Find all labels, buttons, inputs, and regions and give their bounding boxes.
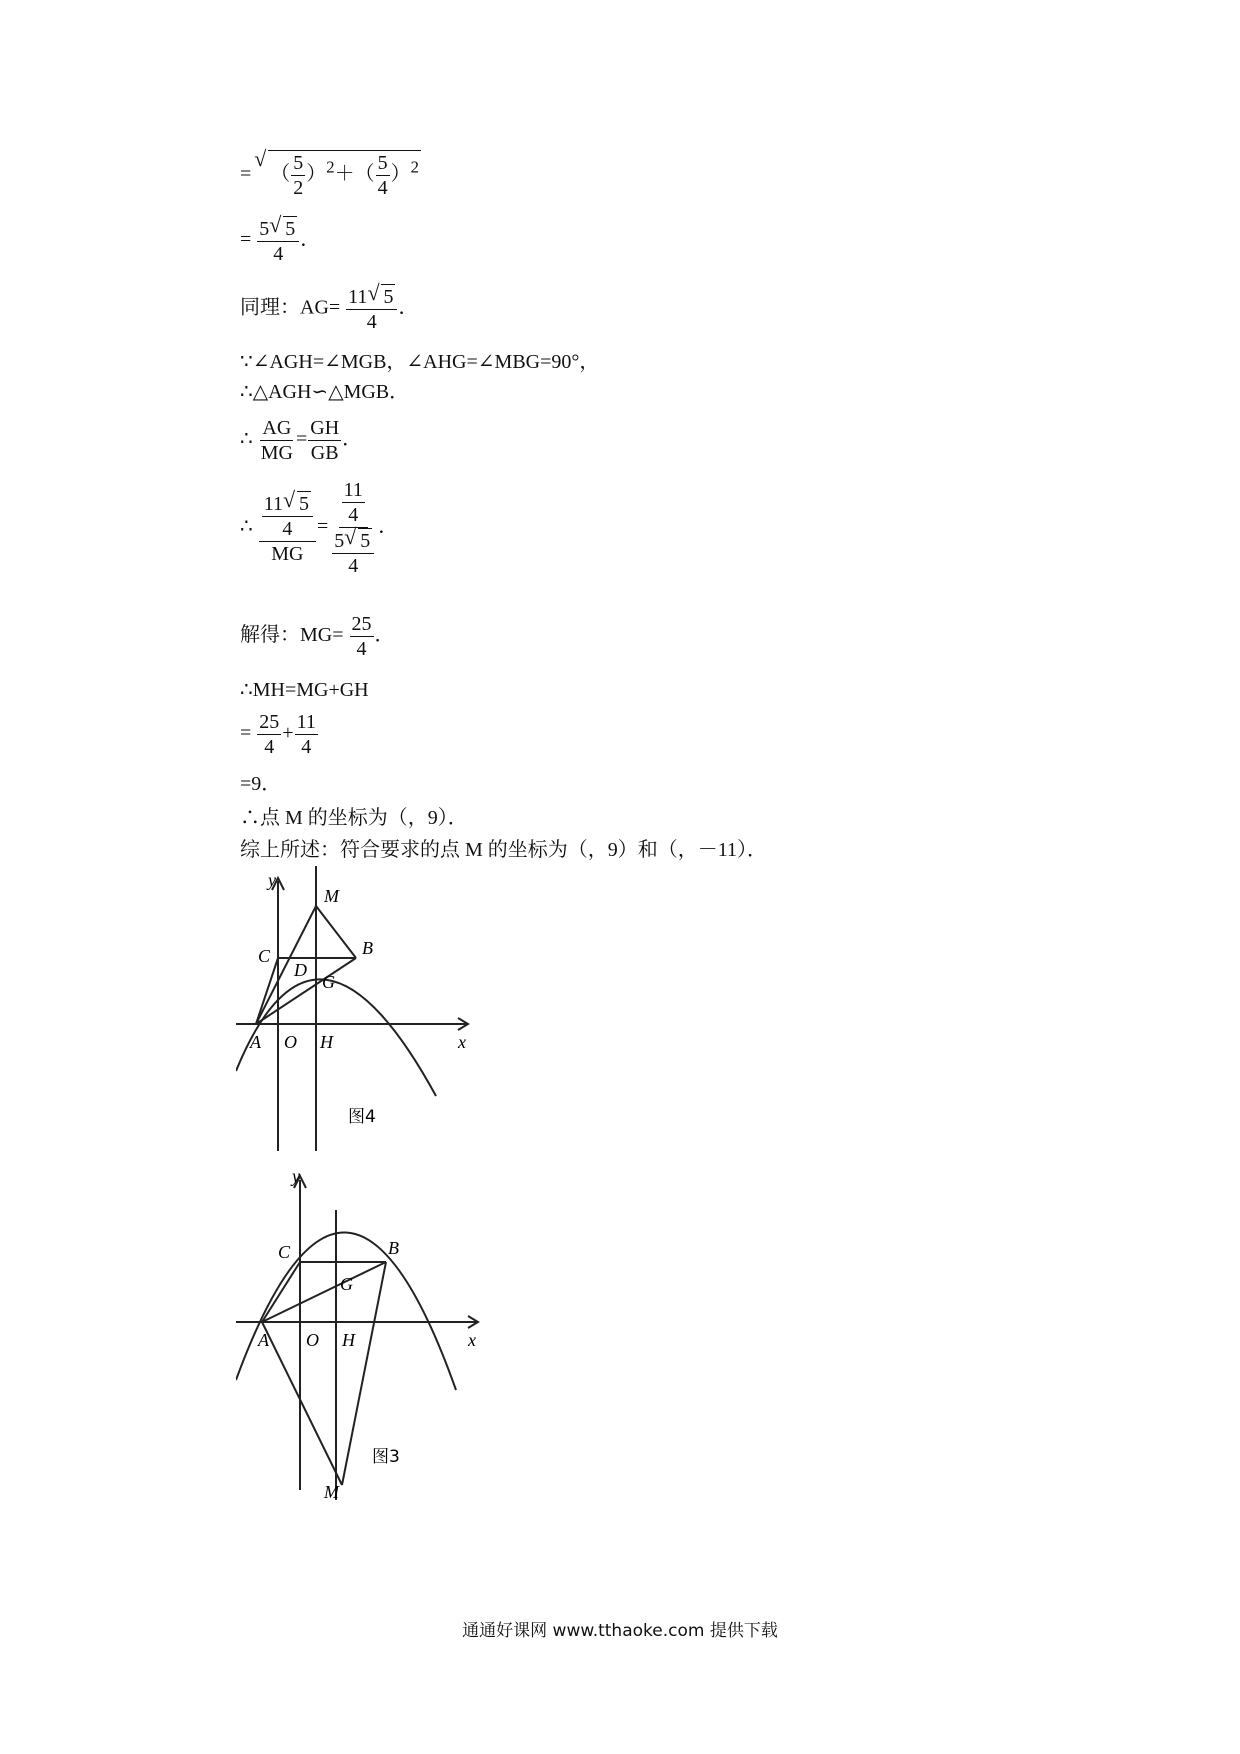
- eq-line-10: = $\frac{25}{4}$ + $\frac{11}{4}$: [240, 711, 316, 758]
- point-C-label: C: [258, 946, 271, 966]
- eq-line-2: = $\frac{5√ 5}{4}$ ．: [240, 216, 320, 266]
- point-A-label: A: [258, 1330, 269, 1350]
- eq-line-1: = √ （ $\frac{5}{2}$ ）$^2$＋（ $\frac{5}{4}$ ）$^2$: [240, 150, 421, 200]
- point-M-label: M: [324, 1482, 339, 1502]
- eq-line-6: ∴ $\frac{AG}{MG}$ = $\frac{GH}{GB}$ ．: [240, 417, 363, 464]
- point-G-label: G: [340, 1274, 353, 1294]
- point-B-label: B: [362, 938, 373, 958]
- axis-y-label: y: [292, 1166, 300, 1186]
- point-H-label: H: [342, 1330, 355, 1350]
- point-B-label: B: [388, 1238, 399, 1258]
- eq-line-13: 综上所述：符合要求的点 M 的坐标为（，9）和（，－11）．: [240, 839, 768, 861]
- point-D-label: D: [294, 960, 307, 980]
- point-C-label: C: [278, 1242, 291, 1262]
- axis-y-label: y: [268, 870, 276, 890]
- eq-line-11: =9．: [240, 773, 282, 795]
- eq-line-8: 解得：MG= $\frac{25}{4}$ ．: [240, 613, 395, 660]
- point-O-label: O: [306, 1330, 319, 1350]
- point-G-label: G: [322, 972, 335, 992]
- fraction: $\frac{5√ 5}{4}$: [257, 216, 299, 266]
- eq-line-7: ∴ $\frac{\frac{11√ 5}{4}}{MG}$ = $\frac{\frac{11}{4}}{\frac{5√ 5}{4}}$ ．: [240, 478, 398, 578]
- eq-line-12: ∴点 M 的坐标为（，9）．: [240, 807, 468, 829]
- figure-caption: 图3: [372, 1447, 400, 1467]
- eq-line-5: ∴△AGH∽△MGB．: [240, 381, 410, 403]
- sqrt-expression: √ （ $\frac{5}{2}$ ）$^2$＋（ $\frac{5}{4}$ ）$^2$: [268, 150, 421, 200]
- point-H-label: H: [320, 1032, 333, 1052]
- point-M-label: M: [324, 886, 339, 906]
- eq-line-3: 同理：AG= $\frac{11√ 5}{4}$ ．: [240, 284, 418, 334]
- eq-line-9: ∴MH=MG+GH: [240, 679, 369, 701]
- eq-line-4: ∵∠AGH=∠MGB，∠AHG=∠MBG=90°，: [240, 351, 600, 373]
- figure-4: [236, 866, 476, 1156]
- point-O-label: O: [284, 1032, 297, 1052]
- axis-x-label: x: [468, 1330, 476, 1350]
- figure-caption: 图4: [348, 1107, 376, 1127]
- page-footer: 通通好课网 www.tthaoke.com 提供下载: [462, 1621, 778, 1641]
- figure-3: [236, 1160, 486, 1510]
- point-A-label: A: [250, 1032, 261, 1052]
- axis-x-label: x: [458, 1032, 466, 1052]
- fraction: $\frac{11√ 5}{4}$: [346, 284, 397, 334]
